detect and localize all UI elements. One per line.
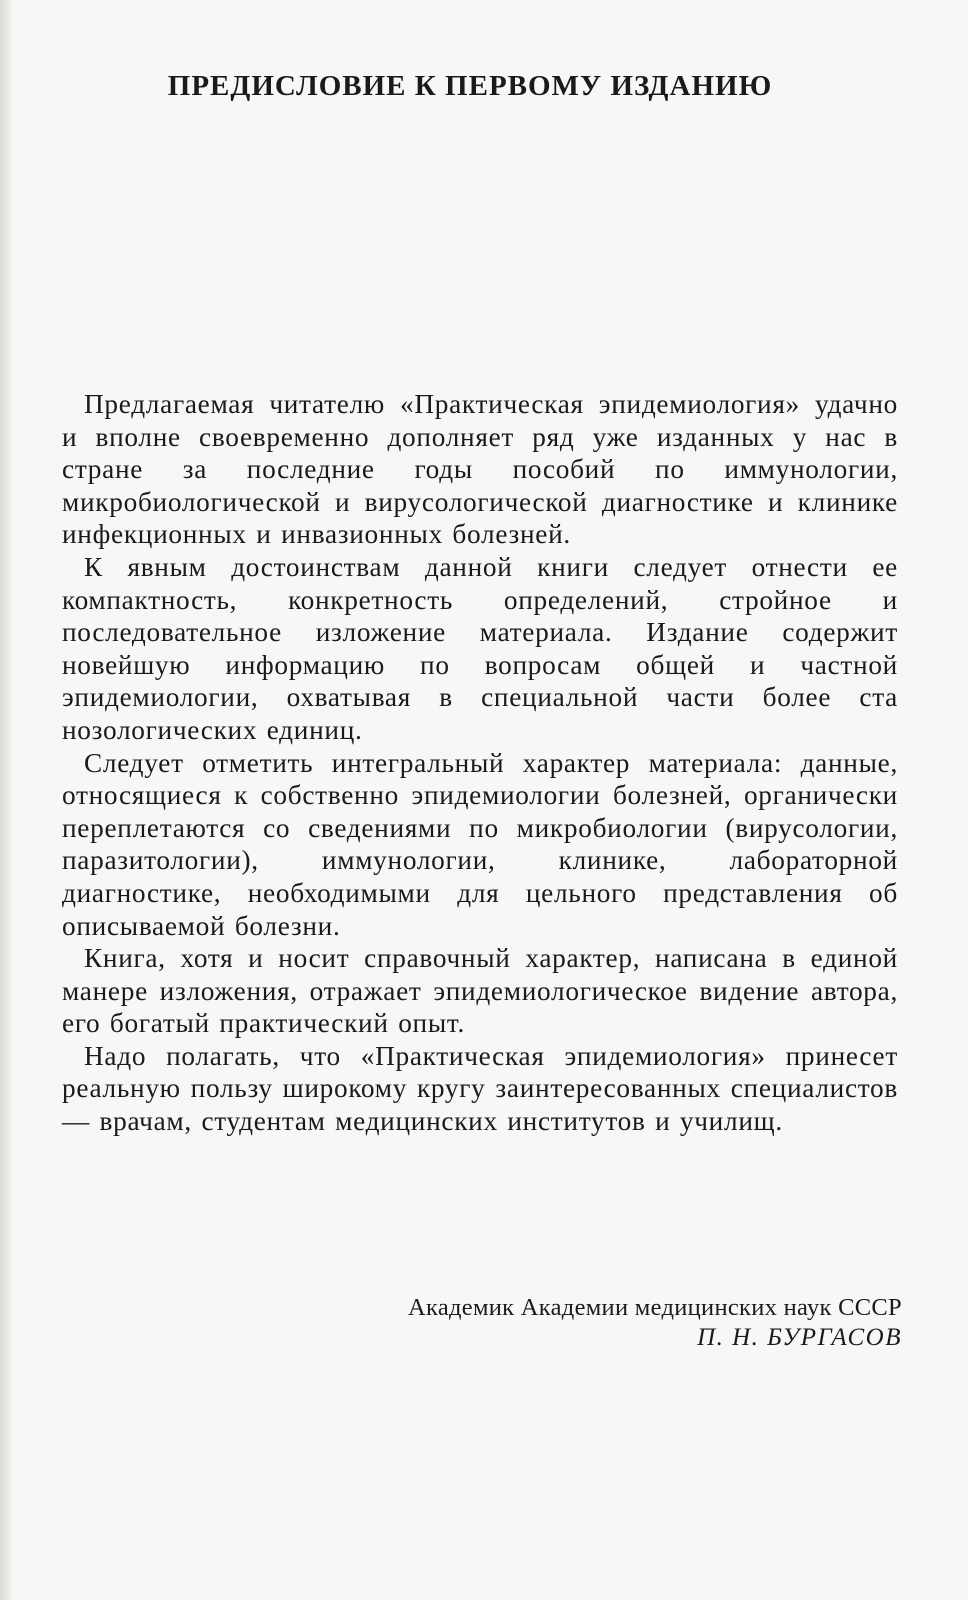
paragraph: Следует отметить интегральный характер материала: данные, относящиеся к собственно эпидемиологии болезней, органически переплетаются со сведениями по микробиологии (вирусологии, паразитологии), иммунологии, клинике, лабораторной диагностике, необходимыми для цельного представления об описываемой болезни. [62,747,898,941]
signature-name: П. Н. БУРГАСОВ [697,1324,902,1351]
page-heading: ПРЕДИСЛОВИЕ К ПЕРВОМУ ИЗДАНИЮ [167,70,773,102]
paragraph: Надо полагать, что «Практическая эпидемиология» принесет реальную пользу широкому кругу заинтересованных специалистов — врачам, студентам медицинских институтов и училищ. [62,1040,898,1137]
paragraph: Книга, хотя и носит справочный характер, написана в единой манере изложения, отражает эпидемиологическое видение автора, его богатый практический опыт. [62,943,898,1039]
paragraph: К явным достоинствам данной книги следует отнести ее компактность, конкретность определений, стройное и последовательное изложение материала. Издание содержит новейшую информацию по вопросам общей и частной эпидемиологии, охватывая в специальной части более ста нозологических единиц. [62,551,898,745]
signature-title: Академик Академии медицинских наук СССР [408,1294,902,1321]
signature-block [408,1293,902,1353]
page-edge-shadow [0,0,14,1600]
paragraph: Предлагаемая читателю «Практическая эпидемиология» удачно и вполне своевременно дополняет ряд уже изданных у нас в стране за последние годы пособий по иммунологии, микробиологической и вирусологической диагностике и клинике инфекционных и инвазионных болезней. [62,389,898,550]
preface-body [62,388,898,1138]
